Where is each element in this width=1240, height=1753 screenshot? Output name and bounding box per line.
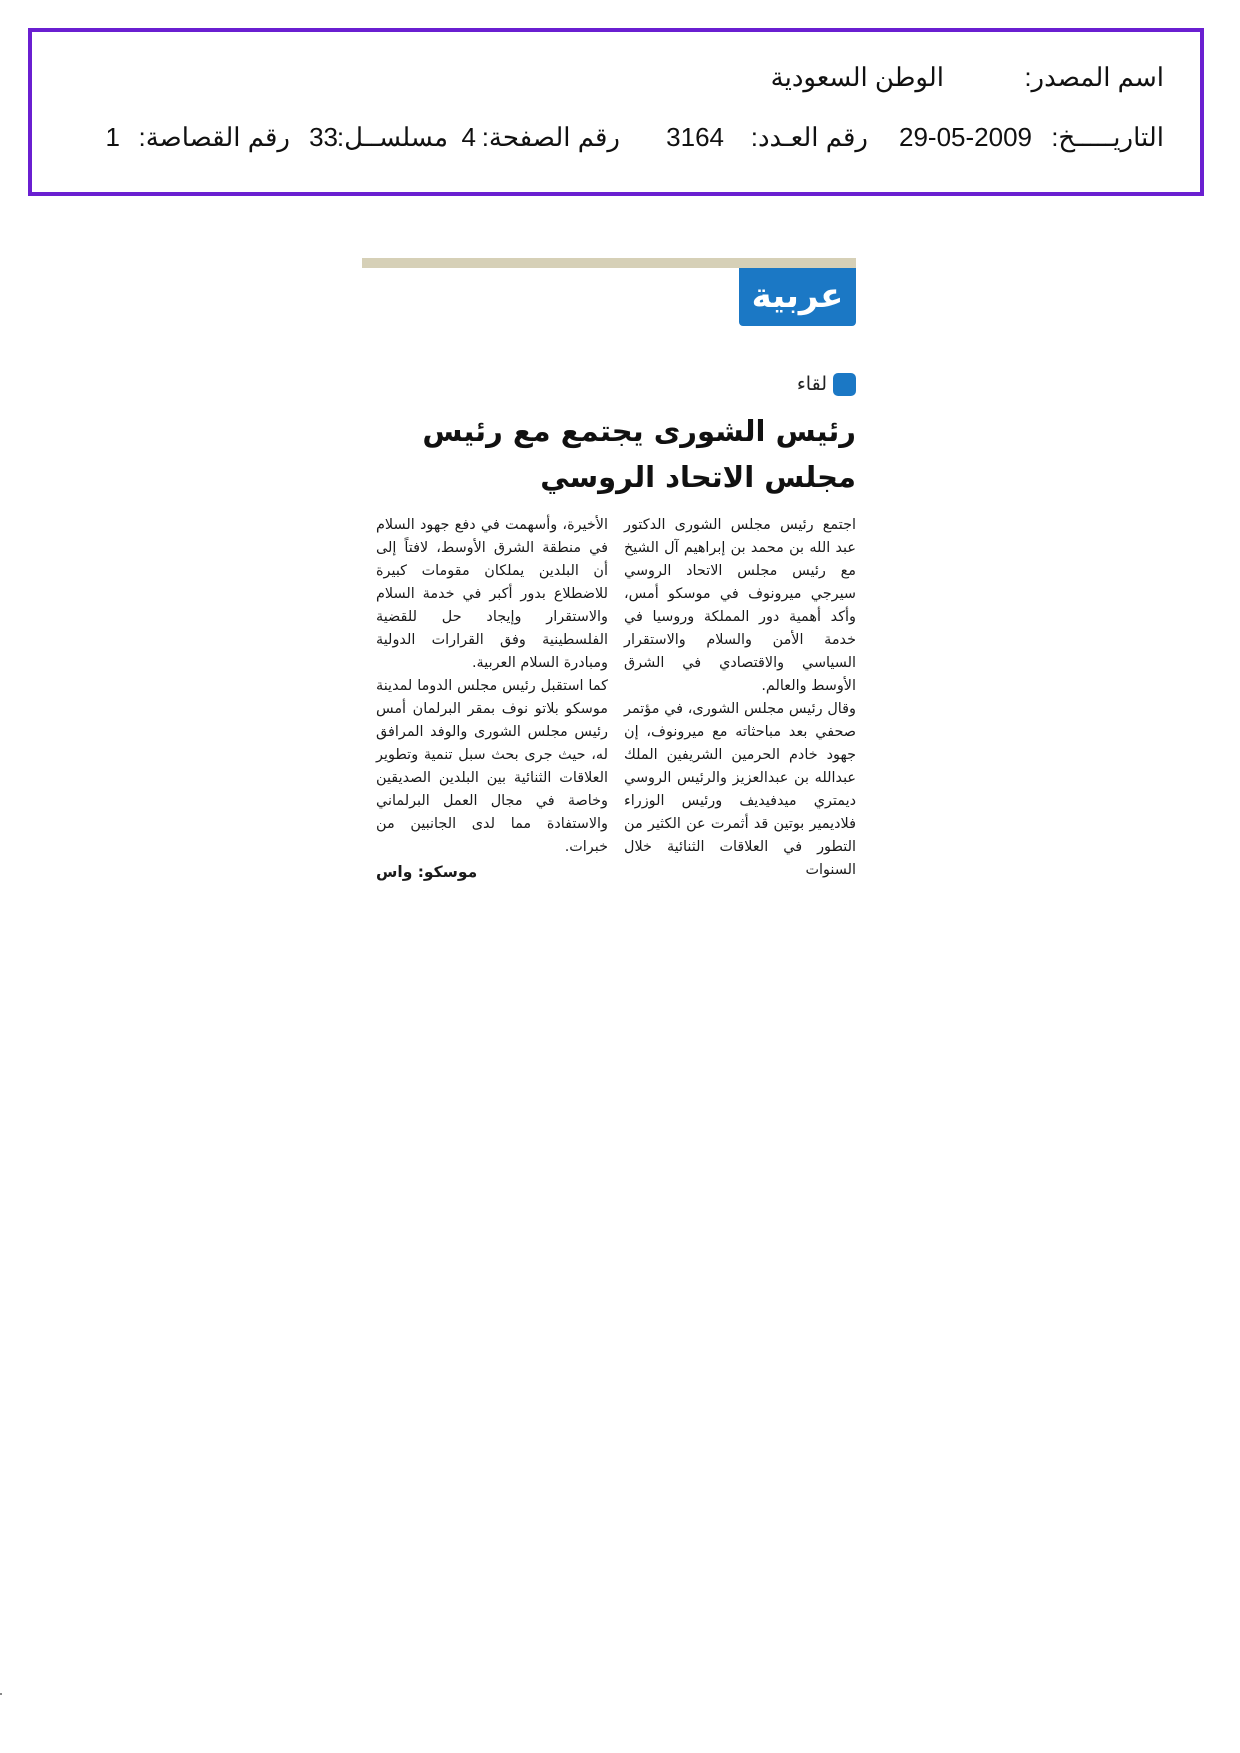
body-paragraph-4: كما استقبل رئيس مجلس الدوما لمدينة موسكو بلاتو نوف بمقر البرلمان أمس رئيس مجلس الشورى والوفد المرافق له، حيث جرى بحث سبل تنمية وتطوير العلاقات الثنائية بين البلدين الصديقين وخاصة في مجال العمل البرلماني والاستفادة مما لدى الجانبين من خبرات. — [376, 678, 608, 855]
body-column-right — [624, 514, 856, 882]
serial-value-field — [309, 122, 338, 152]
section-badge: عربية — [739, 268, 856, 326]
serial-label: مسلســل: — [336, 122, 448, 152]
body-paragraph-3: الأخيرة، وأسهمت في دفع جهود السلام في منطقة الشرق الأوسط، لافتاً إلى أن البلدين يملكان مقومات كبيرة للاضطلاع بدور أكبر في خدمة السلام والاستقرار وإيجاد حل للقضية الفلسطينية وفق القرارات الدولية ومبادرة السلام العربية. — [376, 517, 608, 671]
kicker-square-icon — [833, 373, 856, 396]
clip-value: 1 — [105, 122, 120, 152]
kicker-text: لقاء — [796, 373, 827, 395]
source-value-field — [771, 62, 944, 92]
body-paragraph-1: اجتمع رئيس مجلس الشورى الدكتور عبد الله بن محمد بن إبراهيم آل الشيخ مع رئيس مجلس الاتحاد الروسي سيرجي ميرونوف في موسكو أمس، وأكد أهمية دور المملكة وروسيا في خدمة الأمن والسلام والاستقرار السياسي والاقتصادي في الشرق الأوسط والعالم. — [624, 517, 856, 694]
page-field — [482, 122, 620, 152]
top-rule — [362, 258, 856, 268]
page-value-field — [462, 122, 476, 152]
date-label: التاريـــــخ: — [1051, 122, 1164, 152]
serial-value: 33 — [309, 122, 338, 152]
kicker — [797, 372, 856, 396]
issue-value-field — [666, 122, 724, 152]
source-value: الوطن السعودية — [770, 62, 944, 92]
scan-speck — [0, 1693, 2, 1695]
byline: موسكو: واس — [376, 863, 478, 881]
date-value: 29-05-2009 — [899, 122, 1032, 152]
clip-label: رقم القصاصة: — [138, 122, 290, 152]
metadata-box — [28, 28, 1204, 196]
clip-field — [138, 122, 290, 152]
article-clipping — [362, 258, 856, 918]
serial-field — [337, 122, 448, 152]
headline-line-2: مجلس الاتحاد الروسي — [540, 460, 856, 494]
body-paragraph-2: وقال رئيس مجلس الشورى، في مؤتمر صحفي بعد مباحثاته مع ميرونوف، إن جهود خادم الحرمين الشريفين الملك عبدالله بن عبدالعزيز والرئيس الروسي ديمتري ميدفيديف ورئيس الوزراء فلاديمير بوتين قد أثمرت عن الكثير من التطور في العلاقات الثنائية خلال السنوات — [624, 701, 856, 878]
issue-value: 3164 — [666, 122, 724, 152]
clip-value-field — [106, 122, 120, 152]
body-column-left — [376, 514, 608, 884]
date-field — [1051, 122, 1164, 152]
headline — [362, 408, 856, 500]
source-label: اسم المصدر: — [1024, 62, 1164, 92]
page-label: رقم الصفحة: — [481, 122, 620, 152]
page-value: 4 — [461, 122, 476, 152]
issue-label: رقم العـدد: — [750, 122, 868, 152]
date-value-field — [899, 122, 1032, 152]
issue-field — [751, 122, 868, 152]
source-field — [1024, 62, 1164, 92]
headline-line-1: رئيس الشورى يجتمع مع رئيس — [422, 414, 856, 448]
